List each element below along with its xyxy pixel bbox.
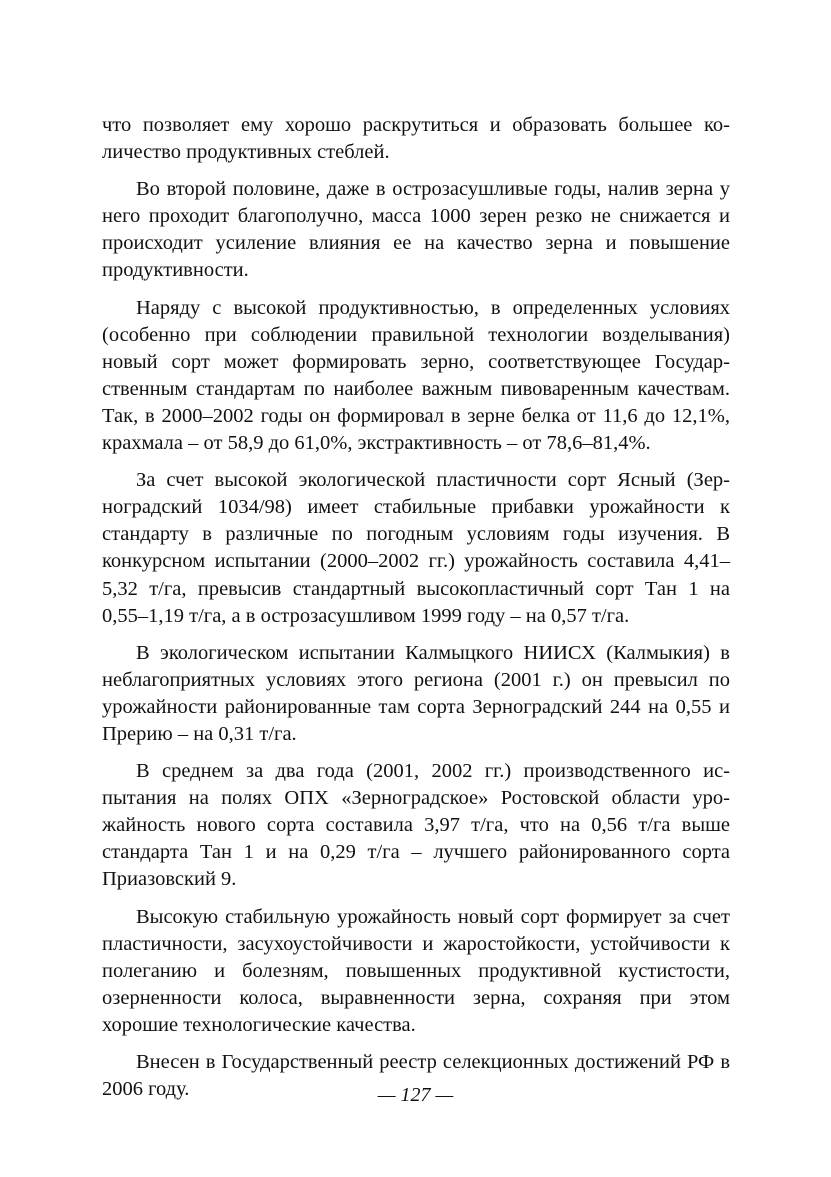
paragraph: В среднем за два года (2001, 2002 гг.) производственного испытания на полях ОПХ «Зерноградское» Ростовской области урожайность нового сорта составила 3,97 т/га, что на 0,56 т/га выше стандарта Тан 1 и на 0,29 т/га – лучшего районированного сорта Приазовский 9.	[102, 760, 730, 891]
page-number: — 127 —	[377, 1084, 454, 1106]
paragraph: Высокую стабильную урожайность новый сорт формирует за счет пластичности, засухоустойчивости и жаростойкости, устойчивости к полеганию и болезням, повышенных продуктивной кустистости, озерненности колоса, выравненности зерна, сохраняя при этом хорошие технологические качества.	[102, 905, 730, 1036]
paragraph: Внесен в Государственный реестр селекционных достижений РФ в 2006 году.	[102, 1051, 730, 1101]
paragraph: Наряду с высокой продуктивностью, в определенных условиях (особенно при соблюдении правильной технологии возделывания) новый сорт может формировать зерно, соответствующее Государственным стандартам по наиболее важным пивоваренным качествам. Так, в 2000–2002 годы он формировал в зерне белка от 11,6 до 12,1%, крахмала – от 58,9 до 61,0%, экстрактивность – от 78,6–81,4%.	[102, 296, 730, 455]
paragraph: В экологическом испытании Калмыцкого НИИСХ (Калмыкия) в неблагоприятных условиях этого региона (2001 г.) он превысил по урожайности районированные там сорта Зерноградский 244 на 0,55 и Прерию – на 0,31 т/га.	[102, 641, 730, 745]
paragraph-continuation: что позволяет ему хорошо раскрутиться и образовать большее количество продуктивных стеблей.	[102, 114, 730, 164]
paragraph: Во второй половине, даже в острозасушливые годы, налив зерна у него проходит благополучно, масса 1000 зерен резко не снижается и происходит усиление влияния ее на качество зерна и повышение продуктивности.	[102, 178, 730, 282]
paragraph: За счет высокой экологической пластичности сорт Ясный (Зерноградский 1034/98) имеет стабильные прибавки урожайности к стандарту в различные по погодным условиям годы изучения. В конкурсном испытании (2000–2002 гг.) урожайность составила 4,41–5,32 т/га, превысив стандартный высокопластичный сорт Тан 1 на 0,55–1,19 т/га, а в острозасушливом 1999 году – на 0,57 т/га.	[102, 469, 730, 627]
body-text	[102, 112, 730, 1113]
